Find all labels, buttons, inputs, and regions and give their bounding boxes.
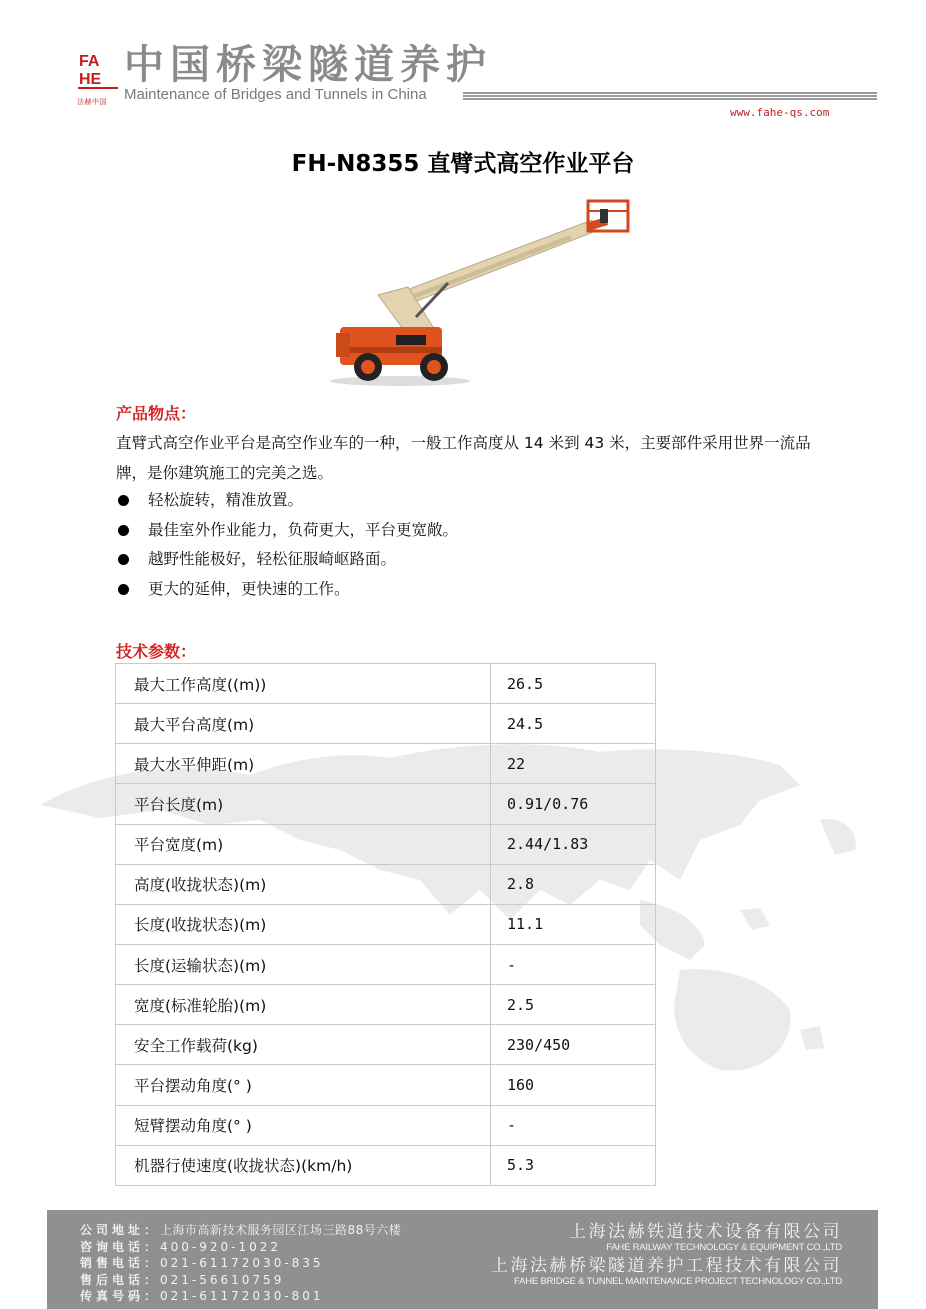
brand-name-cn: 中国桥梁隧道养护: [124, 42, 492, 88]
contact-value: 上海市高新技术服务园区江场三路88号六楼: [160, 1223, 402, 1237]
table-row: [116, 1105, 656, 1145]
spec-value: 160: [491, 1065, 656, 1105]
spec-label: 高度(收拢状态)(m): [116, 864, 491, 904]
features-heading: 产品物点：: [116, 404, 197, 423]
table-row: [116, 1065, 656, 1105]
contact-value: 021-61172030-801: [160, 1289, 324, 1303]
table-row: [116, 944, 656, 984]
spec-label: 短臂摆动角度(° ): [116, 1105, 491, 1145]
contact-label: 传真号码：: [80, 1289, 161, 1303]
bullet-icon: [118, 495, 129, 506]
contact-value: 400-920-1022: [160, 1239, 282, 1254]
contact-label: 公司地址：: [80, 1223, 161, 1237]
features-intro: 直臂式高空作业平台是高空作业车的一种，一般工作高度从 14 米到 43 米，主要部件采用世界一流品牌，是你建筑施工的完美之选。: [116, 434, 811, 482]
company-1-cn: 上海法赫铁道技术设备有限公司: [569, 1222, 842, 1242]
header-rule: [463, 92, 877, 101]
company-1-en: FAHE RAILWAY TECHNOLOGY & EQUIPMENT CO.,LTD: [606, 1242, 842, 1253]
spec-value: 22: [491, 744, 656, 784]
table-row: [116, 704, 656, 744]
spec-value: 230/450: [491, 1025, 656, 1065]
feature-text: 轻松旋转，精准放置。: [148, 491, 304, 509]
feature-text: 最佳室外作业能力，负荷更大，平台更宽敞。: [148, 520, 459, 539]
spec-label: 最大水平伸距(m): [116, 744, 491, 784]
spec-label: 平台长度(m): [116, 784, 491, 824]
spec-label: 最大工作高度((m)): [116, 664, 491, 704]
table-row: [116, 824, 656, 864]
spec-label: 平台宽度(m): [116, 824, 491, 864]
spec-label: 最大平台高度(m): [116, 704, 491, 744]
contact-line: [80, 1272, 401, 1289]
bullet-icon: [118, 584, 129, 595]
spec-value: 11.1: [491, 904, 656, 944]
list-item: [116, 575, 458, 605]
spec-value: 24.5: [491, 704, 656, 744]
list-item: [116, 545, 458, 575]
contact-label: 咨询电话：: [80, 1239, 161, 1254]
spec-label: 平台摆动角度(° ): [116, 1065, 491, 1105]
table-row: [116, 784, 656, 824]
contact-label: 售后电话：: [80, 1272, 161, 1287]
contact-line: [80, 1222, 401, 1239]
spec-label: 长度(收拢状态)(m): [116, 904, 491, 944]
svg-text:FA: FA: [79, 53, 100, 70]
spec-label: 机器行使速度(收拢状态)(km/h): [116, 1145, 491, 1185]
spec-value: 2.8: [491, 864, 656, 904]
table-row: [116, 664, 656, 704]
table-row: [116, 904, 656, 944]
spec-value: 26.5: [491, 664, 656, 704]
spec-value: 0.91/0.76: [491, 784, 656, 824]
company-2: [491, 1256, 842, 1287]
feature-text: 越野性能极好，轻松征服崎岖路面。: [148, 550, 397, 568]
spec-value: 2.44/1.83: [491, 824, 656, 864]
contact-line: [80, 1255, 401, 1272]
contact-line: [80, 1288, 401, 1305]
bullet-icon: [118, 554, 129, 565]
table-row: [116, 985, 656, 1025]
spec-value: 5.3: [491, 1145, 656, 1185]
logo-caption: 法赫中国: [77, 98, 107, 106]
company-1: [569, 1222, 842, 1253]
spec-label: 安全工作载荷(kg): [116, 1025, 491, 1065]
list-item: [116, 486, 458, 516]
table-row: [116, 744, 656, 784]
bullet-icon: [118, 525, 129, 536]
spec-value: -: [491, 944, 656, 984]
feature-list: [116, 486, 458, 604]
website-url[interactable]: www.fahe-qs.com: [730, 106, 830, 119]
list-item: [116, 516, 458, 546]
table-row: [116, 1025, 656, 1065]
brand-name-en: Maintenance of Bridges and Tunnels in China: [124, 86, 427, 103]
table-row: [116, 1145, 656, 1185]
feature-text: 更大的延伸，更快速的工作。: [148, 579, 350, 598]
contact-line: [80, 1239, 401, 1256]
spec-table: [115, 663, 656, 1186]
contact-value: 021-61172030-835: [160, 1256, 324, 1270]
contact-label: 销售电话：: [80, 1256, 161, 1270]
specs-heading: 技术参数：: [116, 642, 197, 661]
spec-value: -: [491, 1105, 656, 1145]
footer-bar: [47, 1210, 878, 1309]
product-title: FH-N8355 直臂式高空作业平台: [291, 151, 635, 177]
company-2-cn: 上海法赫桥梁隧道养护工程技术有限公司: [491, 1256, 842, 1276]
table-row: [116, 864, 656, 904]
company-2-en: FAHE BRIDGE & TUNNEL MAINTENANCE PROJECT TECHNOLOGY CO.,LTD: [514, 1276, 842, 1287]
contact-block: [80, 1222, 401, 1305]
boom-lift-image: [330, 195, 630, 390]
spec-value: 2.5: [491, 985, 656, 1025]
spec-label: 宽度(标准轮胎)(m): [116, 985, 491, 1025]
contact-value: 021-56610759: [160, 1272, 285, 1287]
svg-text:HE: HE: [79, 71, 102, 88]
spec-label: 长度(运输状态)(m): [116, 944, 491, 984]
